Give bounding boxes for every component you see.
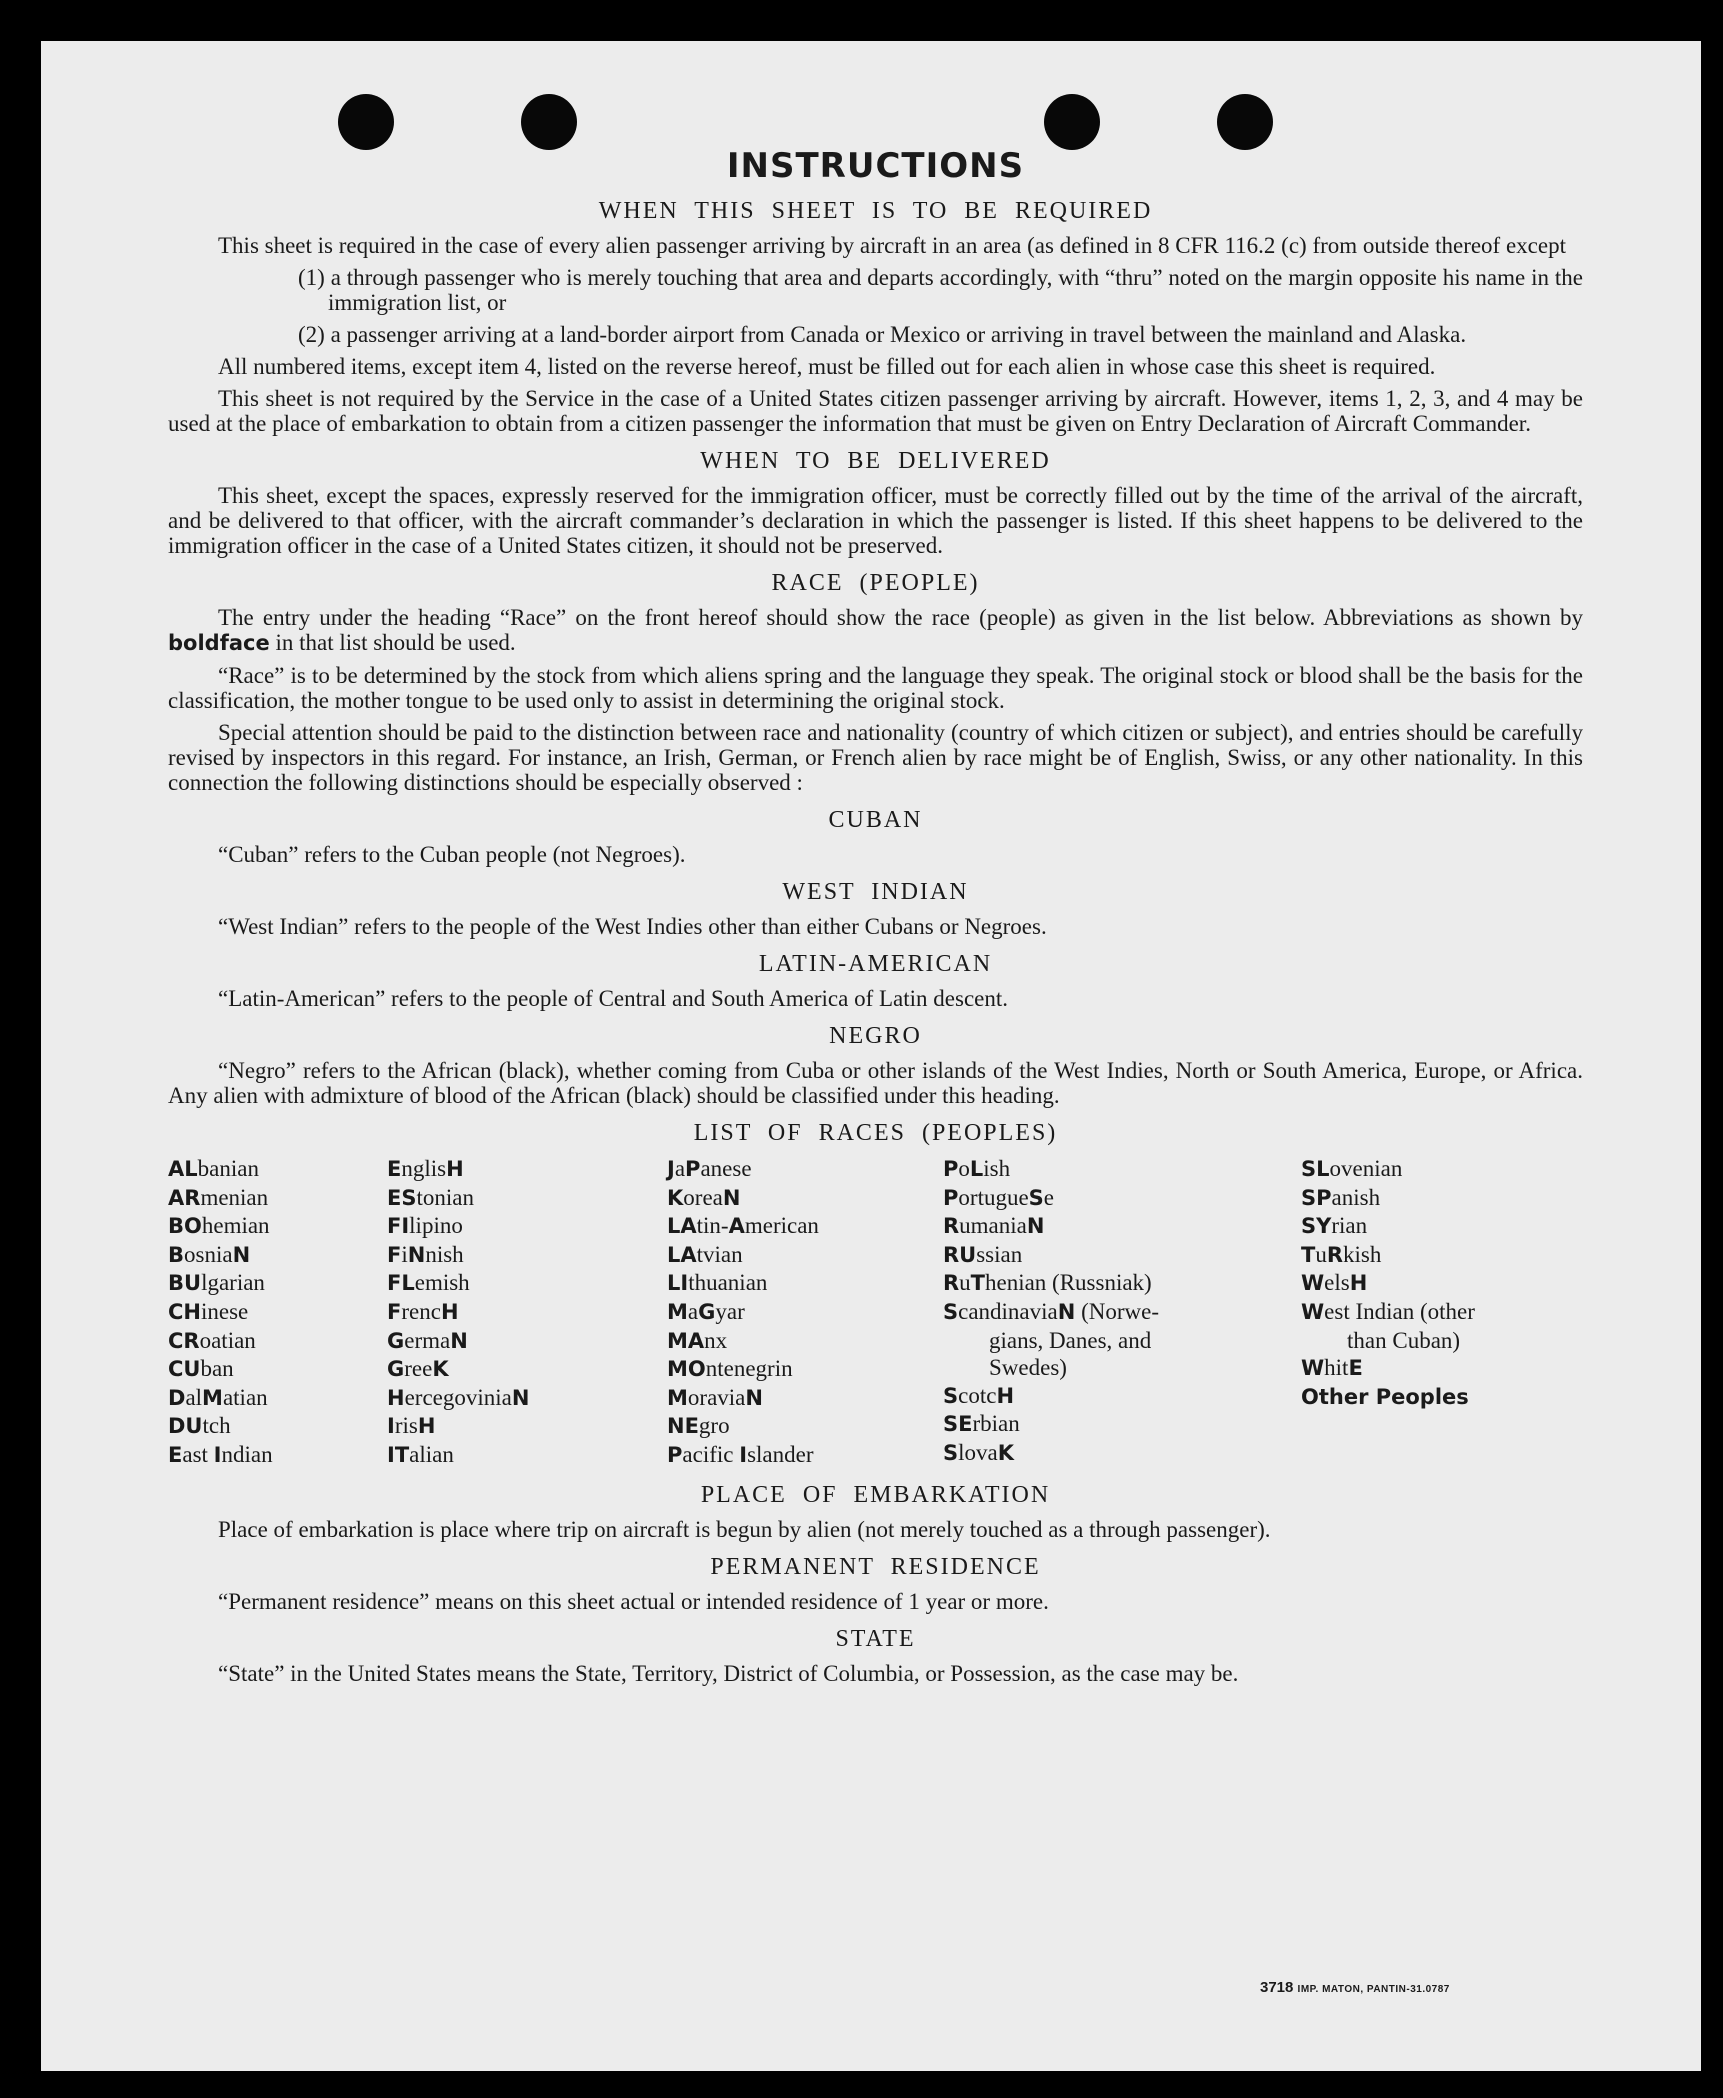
race-abbreviation: Other Peoples xyxy=(1301,1384,1469,1409)
race-entry xyxy=(1301,1184,1583,1213)
race-abbreviation: S xyxy=(943,1383,959,1408)
race-entry xyxy=(168,1155,387,1184)
race-abbreviation: N xyxy=(745,1385,763,1410)
race-entry xyxy=(943,1439,1301,1468)
race-text: anish xyxy=(1331,1184,1381,1210)
race-text: u xyxy=(959,1270,971,1296)
race-abbreviation: A xyxy=(728,1214,745,1239)
race-abbreviation: G xyxy=(387,1328,405,1353)
race-abbreviation: J xyxy=(667,1157,675,1181)
race-entry xyxy=(667,1212,943,1241)
race-entry xyxy=(387,1355,667,1384)
race-text: u xyxy=(1315,1241,1327,1267)
race-entry xyxy=(943,1354,1301,1382)
races-column xyxy=(667,1155,943,1470)
heading-cuban: CUBAN xyxy=(828,807,923,833)
race-text: yar xyxy=(715,1298,745,1324)
race-abbreviation: T xyxy=(970,1271,985,1296)
race-entry xyxy=(1301,1327,1583,1355)
paragraph: “Permanent residence” means on this sheet actual or intended residence of 1 year or more. xyxy=(218,1588,1049,1614)
list-item: (2) a passenger arriving at a land-border airport from Canada or Mexico or arriving in travel between the mainland and Alaska. xyxy=(298,322,1467,347)
race-entry xyxy=(667,1184,943,1213)
race-text: a xyxy=(674,1156,686,1181)
race-abbreviation: N xyxy=(511,1385,530,1410)
race-text: atian xyxy=(222,1384,268,1410)
race-text: anese xyxy=(700,1156,752,1181)
race-entry xyxy=(667,1269,943,1298)
paragraph: “State” in the United States means the State, Territory, District of Columbia, or Possession, as the case may be. xyxy=(218,1660,1239,1686)
form-number: 3718 xyxy=(1260,1979,1294,1996)
race-abbreviation: M xyxy=(202,1385,223,1410)
punch-hole xyxy=(521,94,577,150)
paragraph: Special attention should be paid to the distinction between race and nationality (country of which citizen or subject), and entries should be carefully revised by inspectors in this regard. For instance, an Irish, German, or French alien by race might be of English, Swiss, or any other nationality. In this connection the following distinctions should be especially observed : xyxy=(168,720,1583,795)
race-abbreviation: FI xyxy=(387,1214,410,1239)
race-entry xyxy=(168,1355,387,1384)
race-abbreviation: P xyxy=(685,1157,701,1181)
race-entry xyxy=(667,1241,943,1270)
race-abbreviation: K xyxy=(432,1357,449,1382)
race-abbreviation: M xyxy=(667,1385,688,1410)
race-entry xyxy=(168,1298,387,1327)
race-abbreviation: K xyxy=(997,1440,1015,1465)
race-abbreviation: G xyxy=(698,1299,716,1324)
race-text: est Indian (other xyxy=(1324,1298,1475,1324)
race-abbreviation: H xyxy=(440,1299,459,1324)
race-abbreviation: S xyxy=(943,1299,959,1324)
race-abbreviation: N xyxy=(722,1185,741,1210)
race-text: ercegovinia xyxy=(404,1384,512,1410)
races-column xyxy=(943,1155,1301,1470)
paragraph: This sheet, except the spaces, expressly reserved for the immigration officer, must be correctly filled out by the time of the arrival of the aircraft, and be delivered to that officer, with the aircraft commander’s declaration in which the passenger is listed. If this sheet happens to be delivered to the immigration officer in the case of a United States citizen, it should not be preserved. xyxy=(168,483,1583,558)
race-abbreviation: P xyxy=(943,1185,959,1210)
race-text: ssian xyxy=(976,1241,1023,1267)
race-entry xyxy=(168,1384,387,1413)
race-abbreviation: M xyxy=(667,1299,688,1324)
race-abbreviation: G xyxy=(387,1357,405,1382)
race-entry xyxy=(387,1241,667,1270)
race-abbreviation: L xyxy=(969,1157,984,1181)
punch-hole xyxy=(338,94,394,150)
race-text: erma xyxy=(404,1327,451,1353)
race-text: osnia xyxy=(184,1241,233,1267)
race-entry xyxy=(943,1269,1301,1298)
race-abbreviation: BU xyxy=(168,1271,202,1296)
race-text: banian xyxy=(197,1156,259,1181)
punch-hole xyxy=(1044,94,1100,150)
paragraph: “Race” is to be determined by the stock from which aliens spring and the language they speak. The original stock or blood shall be the basis for the classification, the mother tongue to be used only to assist in determining the original stock. xyxy=(168,663,1583,713)
race-abbreviation: NE xyxy=(667,1414,699,1439)
race-text: oatian xyxy=(199,1327,256,1353)
race-text: (Norwe- xyxy=(1075,1298,1159,1324)
boldface-word: boldface xyxy=(168,631,270,655)
race-text: inese xyxy=(201,1298,249,1324)
race-text: orea xyxy=(683,1184,723,1210)
race-abbreviation: W xyxy=(1301,1356,1325,1381)
race-text: lipino xyxy=(409,1213,463,1239)
heading-residence: PERMANENT RESIDENCE xyxy=(710,1553,1041,1580)
race-entry xyxy=(1301,1212,1583,1241)
race-text: tonian xyxy=(416,1184,474,1210)
race-abbreviation: N xyxy=(1057,1299,1076,1324)
race-abbreviation: R xyxy=(943,1271,960,1296)
race-abbreviation: N xyxy=(450,1328,468,1353)
paragraph xyxy=(168,605,1583,656)
race-text: ovenian xyxy=(1329,1156,1403,1181)
race-entry xyxy=(943,1410,1301,1439)
race-text: hit xyxy=(1324,1355,1349,1381)
race-abbreviation: DU xyxy=(168,1414,203,1439)
race-text: lova xyxy=(958,1439,998,1465)
paragraph: “Negro” refers to the African (black), whether coming from Cuba or other islands of the West Indies, North or South America, Europe, or Africa. Any alien with admixture of blood of the African (black) should be classified under this heading. xyxy=(168,1058,1583,1108)
race-entry xyxy=(667,1441,943,1470)
race-entry xyxy=(168,1184,387,1213)
heading-latin-american: LATIN-AMERICAN xyxy=(758,951,993,977)
race-entry xyxy=(943,1241,1301,1270)
text-run: The entry under the heading “Race” on the front hereof should show the race (people) as given in the list below. Abbreviations as shown by xyxy=(218,605,1583,630)
race-entry xyxy=(168,1269,387,1298)
race-text: slander xyxy=(747,1441,814,1467)
race-entry xyxy=(667,1298,943,1327)
race-entry xyxy=(667,1355,943,1384)
race-abbreviation: B xyxy=(168,1242,185,1267)
race-abbreviation: AR xyxy=(168,1185,201,1210)
race-text: oravia xyxy=(687,1384,746,1410)
race-entry xyxy=(943,1212,1301,1241)
race-abbreviation: S xyxy=(943,1440,959,1465)
race-text: Swedes) xyxy=(943,1355,1067,1381)
race-text: acific xyxy=(682,1441,740,1467)
race-entry xyxy=(387,1184,667,1213)
heading-embarkation: PLACE OF EMBARKATION xyxy=(700,1481,1051,1508)
race-abbreviation: I xyxy=(739,1442,748,1467)
race-abbreviation: I xyxy=(213,1442,222,1467)
race-entry xyxy=(943,1327,1301,1355)
punch-hole xyxy=(1217,94,1273,150)
heading-state: STATE xyxy=(835,1625,916,1652)
race-entry xyxy=(387,1412,667,1441)
race-abbreviation: R xyxy=(1326,1242,1343,1267)
race-text: nglis xyxy=(401,1156,447,1181)
race-entry xyxy=(943,1382,1301,1411)
race-text: menian xyxy=(200,1184,269,1210)
race-text: els xyxy=(1324,1270,1350,1296)
race-text: than Cuban) xyxy=(1301,1327,1461,1353)
heading-race: RACE (PEOPLE) xyxy=(771,570,980,596)
race-entry xyxy=(943,1155,1301,1184)
race-entry xyxy=(1301,1383,1583,1412)
race-text: ortugue xyxy=(958,1184,1029,1210)
race-text: a xyxy=(687,1298,699,1324)
race-abbreviation: LA xyxy=(667,1242,697,1267)
race-abbreviation: SE xyxy=(943,1412,973,1437)
race-entry xyxy=(387,1327,667,1356)
race-text: ntenegrin xyxy=(705,1356,793,1382)
race-abbreviation: CU xyxy=(168,1357,201,1382)
paragraph: This sheet is not required by the Service in the case of a United States citizen passenger arriving by aircraft. However, items 1, 2, 3, and 4 may be used at the place of embarkation to obtain from a citizen passenger the information that must be given on Entry Declaration of Aircraft Commander. xyxy=(168,386,1583,436)
race-text: ast xyxy=(182,1441,214,1467)
race-abbreviation: LA xyxy=(667,1214,697,1239)
race-text: al xyxy=(185,1384,203,1410)
race-text: thuanian xyxy=(688,1270,768,1296)
race-entry xyxy=(387,1269,667,1298)
race-text: umania xyxy=(959,1213,1027,1239)
race-abbreviation: BO xyxy=(168,1214,202,1239)
race-abbreviation: SY xyxy=(1301,1214,1332,1239)
race-text: lgarian xyxy=(201,1270,265,1296)
race-abbreviation: MA xyxy=(667,1328,705,1353)
page-title: INSTRUCTIONS xyxy=(726,146,1025,186)
race-abbreviation: FL xyxy=(387,1271,415,1296)
race-entry xyxy=(667,1412,943,1441)
race-abbreviation: F xyxy=(387,1242,402,1267)
heading-list-of-races: LIST OF RACES (PEOPLES) xyxy=(693,1120,1058,1146)
race-abbreviation: LI xyxy=(667,1271,689,1296)
race-text: i xyxy=(401,1241,408,1267)
race-abbreviation: AL xyxy=(168,1157,198,1181)
race-abbreviation: ES xyxy=(387,1185,417,1210)
race-text: renc xyxy=(401,1298,441,1324)
race-abbreviation: K xyxy=(667,1185,684,1210)
race-entry xyxy=(387,1155,667,1184)
race-entry xyxy=(168,1241,387,1270)
race-abbreviation: E xyxy=(387,1157,402,1181)
races-column xyxy=(168,1155,387,1470)
race-abbreviation: I xyxy=(387,1414,395,1439)
race-abbreviation: SL xyxy=(1301,1157,1330,1181)
race-text: candinavia xyxy=(958,1298,1058,1324)
race-text: emish xyxy=(414,1270,470,1296)
race-text: merican xyxy=(744,1213,819,1239)
race-entry xyxy=(667,1155,943,1184)
race-abbreviation: IT xyxy=(387,1442,410,1467)
race-abbreviation: F xyxy=(387,1299,402,1324)
race-abbreviation: T xyxy=(1301,1242,1316,1267)
race-text: tvian xyxy=(696,1241,743,1267)
race-text: nx xyxy=(704,1327,728,1353)
list-item: (1) a through passenger who is merely touching that area and departs accordingly, with “thru” noted on the margin opposite his name in the immigration list, or xyxy=(298,265,1583,315)
race-abbreviation: P xyxy=(943,1157,959,1181)
race-abbreviation: E xyxy=(1348,1356,1363,1381)
races-column xyxy=(1301,1155,1583,1470)
race-text: nish xyxy=(425,1241,464,1267)
text-run: in that list should be used. xyxy=(269,630,516,655)
race-abbreviation: MO xyxy=(667,1357,706,1382)
race-entry xyxy=(943,1298,1301,1327)
paragraph: “West Indian” refers to the people of the West Indies other than either Cubans or Negroes. xyxy=(218,914,1047,939)
paragraph: This sheet is required in the case of every alien passenger arriving by aircraft in an area (as defined in 8 CFR 116.2 (c) from outside thereof except xyxy=(218,233,1566,258)
race-entry xyxy=(1301,1269,1583,1298)
race-abbreviation: CR xyxy=(168,1328,200,1353)
race-text: rbian xyxy=(972,1411,1020,1437)
race-text: o xyxy=(958,1156,970,1181)
race-abbreviation: H xyxy=(417,1414,436,1439)
race-text: rian xyxy=(1331,1213,1368,1239)
race-text: ris xyxy=(394,1413,418,1439)
race-text: ish xyxy=(983,1156,1011,1181)
race-abbreviation: E xyxy=(168,1442,183,1467)
races-column xyxy=(387,1155,667,1470)
race-entry xyxy=(1301,1354,1583,1383)
heading-when-delivered: WHEN TO BE DELIVERED xyxy=(700,448,1051,474)
race-text: ndian xyxy=(221,1441,273,1467)
race-abbreviation: R xyxy=(943,1214,960,1239)
race-abbreviation: RU xyxy=(943,1242,977,1267)
race-text: tch xyxy=(202,1413,231,1439)
race-text: ree xyxy=(404,1356,433,1382)
race-abbreviation: D xyxy=(168,1385,186,1410)
race-text: ban xyxy=(200,1356,234,1382)
race-abbreviation: N xyxy=(1026,1214,1045,1239)
race-abbreviation: W xyxy=(1301,1271,1325,1296)
heading-negro: NEGRO xyxy=(829,1023,922,1049)
race-abbreviation: N xyxy=(232,1242,251,1267)
race-entry xyxy=(387,1212,667,1241)
race-text: kish xyxy=(1343,1241,1382,1267)
race-entry xyxy=(1301,1155,1583,1184)
race-abbreviation: S xyxy=(1028,1185,1044,1210)
race-text: gro xyxy=(698,1413,730,1439)
heading-when-required: WHEN THIS SHEET IS TO BE REQUIRED xyxy=(598,198,1153,224)
race-text: cotc xyxy=(958,1382,997,1408)
printer-name: IMP. MATON, PANTIN-31.0787 xyxy=(1297,1984,1450,1995)
race-text: gians, Danes, and xyxy=(943,1327,1152,1353)
heading-west-indian: WEST INDIAN xyxy=(782,879,969,905)
race-entry xyxy=(387,1384,667,1413)
race-text: e xyxy=(1043,1184,1055,1210)
race-abbreviation: H xyxy=(996,1383,1015,1408)
document-page xyxy=(41,41,1701,2071)
paragraph: “Cuban” refers to the Cuban people (not Negroes). xyxy=(218,842,686,867)
paragraph: “Latin-American” refers to the people of Central and South America of Latin descent. xyxy=(218,986,1008,1011)
race-abbreviation: W xyxy=(1301,1299,1325,1324)
printer-imprint xyxy=(1260,1979,1450,1996)
race-entry xyxy=(1301,1298,1583,1327)
race-abbreviation: SP xyxy=(1301,1185,1332,1210)
race-entry xyxy=(387,1441,667,1470)
race-text: alian xyxy=(409,1441,454,1467)
race-abbreviation: P xyxy=(667,1442,683,1467)
race-abbreviation: H xyxy=(1349,1271,1368,1296)
race-entry xyxy=(667,1384,943,1413)
paragraph: Place of embarkation is place where trip on aircraft is begun by alien (not merely touched as a through passenger). xyxy=(218,1516,1271,1542)
race-text: henian (Russniak) xyxy=(985,1270,1152,1296)
race-entry xyxy=(168,1327,387,1356)
race-entry xyxy=(168,1441,387,1470)
document-body xyxy=(168,146,1583,1693)
race-entry xyxy=(943,1184,1301,1213)
races-list xyxy=(168,1155,1583,1470)
race-abbreviation: H xyxy=(387,1385,405,1410)
paragraph: All numbered items, except item 4, listed on the reverse hereof, must be filled out for each alien in whose case this sheet is required. xyxy=(218,354,1436,379)
race-text: tin- xyxy=(696,1213,729,1239)
race-abbreviation: CH xyxy=(168,1299,201,1324)
race-text: hemian xyxy=(201,1213,270,1239)
race-entry xyxy=(667,1327,943,1356)
race-entry xyxy=(168,1212,387,1241)
race-entry xyxy=(387,1298,667,1327)
race-abbreviation: N xyxy=(407,1242,426,1267)
race-abbreviation: H xyxy=(446,1157,464,1181)
race-entry xyxy=(1301,1241,1583,1270)
race-entry xyxy=(168,1412,387,1441)
